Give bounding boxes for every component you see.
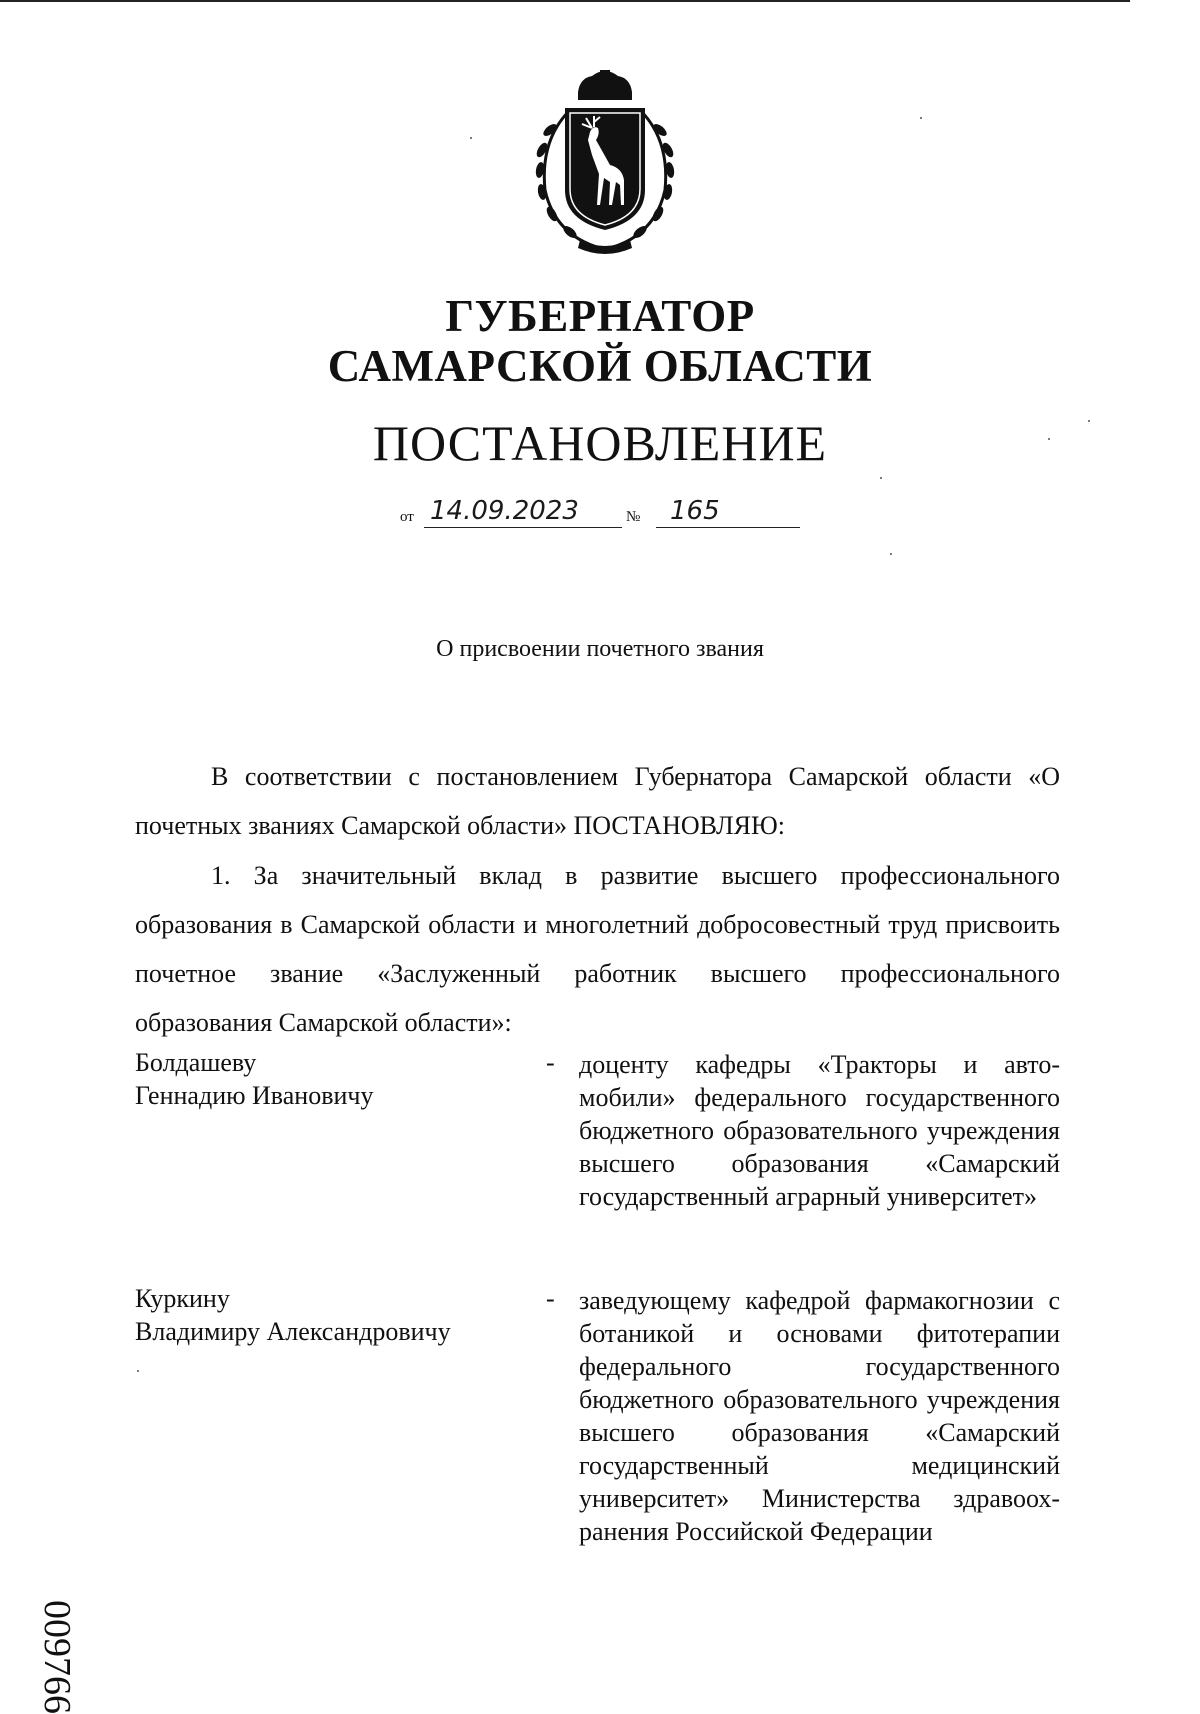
recipient-position: доценту кафедры «Тракторы и автомобили» федерального государственного бюджетного образовательного учреждения высшего образования «Самарский государственный аграрный университет» [579, 1050, 1060, 1211]
scan-speck [890, 553, 892, 555]
date-number-row [400, 490, 820, 530]
document-subject: О присвоении почетного звания [436, 636, 764, 662]
scan-speck [920, 117, 922, 119]
recipient-name [135, 1046, 373, 1112]
recipient-given-names: Геннадию Ивановичу [135, 1081, 374, 1110]
handwritten-number: 165 [670, 496, 720, 526]
body-paragraph-1: В соответствии с постановлением Губернатора Самарской области «О почетных званиях Самарской области» ПОСТАНОВЛЯЮ: [135, 762, 1060, 840]
handwritten-date: 14.09.2023 [430, 496, 579, 526]
organization-name-line1: ГУБЕРНАТОР [445, 291, 755, 341]
number-prefix: № [626, 509, 641, 525]
recipient-position: заведующему кафедрой фармакогнозии с ботаникой и основами фитотерапии федерального государственного бюджетного образовательного учреждения высшего образования «Самарский государственный медицинский университет» Министерства здравоохранения Российской Федерации [579, 1286, 1060, 1546]
scan-speck [1088, 420, 1090, 422]
recipient-name [135, 1282, 451, 1348]
recipient-surname: Болдашеву [135, 1048, 257, 1077]
scan-speck [880, 477, 882, 479]
date-underline [424, 527, 622, 528]
list-dash: - [546, 1284, 555, 1313]
top-border-line [0, 0, 1130, 2]
recipient-given-names: Владимиру Александровичу [135, 1317, 451, 1346]
scan-speck [1048, 438, 1050, 440]
list-dash: - [546, 1048, 555, 1077]
recipient-surname: Куркину [135, 1284, 230, 1313]
scan-speck [470, 137, 472, 139]
organization-name-line2: САМАРСКОЙ ОБЛАСТИ [327, 341, 873, 391]
date-prefix: от [400, 509, 414, 525]
coat-of-arms-icon [520, 70, 690, 260]
document-type: ПОСТАНОВЛЕНИЕ [372, 415, 828, 471]
body-paragraph-2: 1. За значительный вклад в развитие высшего профессионального образования в Самарской области и многолетний добросовестный труд присвоить почетное звание «Заслуженный работник высшего профессионального образования Самарской области»: [135, 861, 1060, 1037]
scan-speck [137, 1370, 139, 1372]
serial-number: 009766 [36, 1600, 78, 1714]
number-underline [656, 527, 800, 528]
